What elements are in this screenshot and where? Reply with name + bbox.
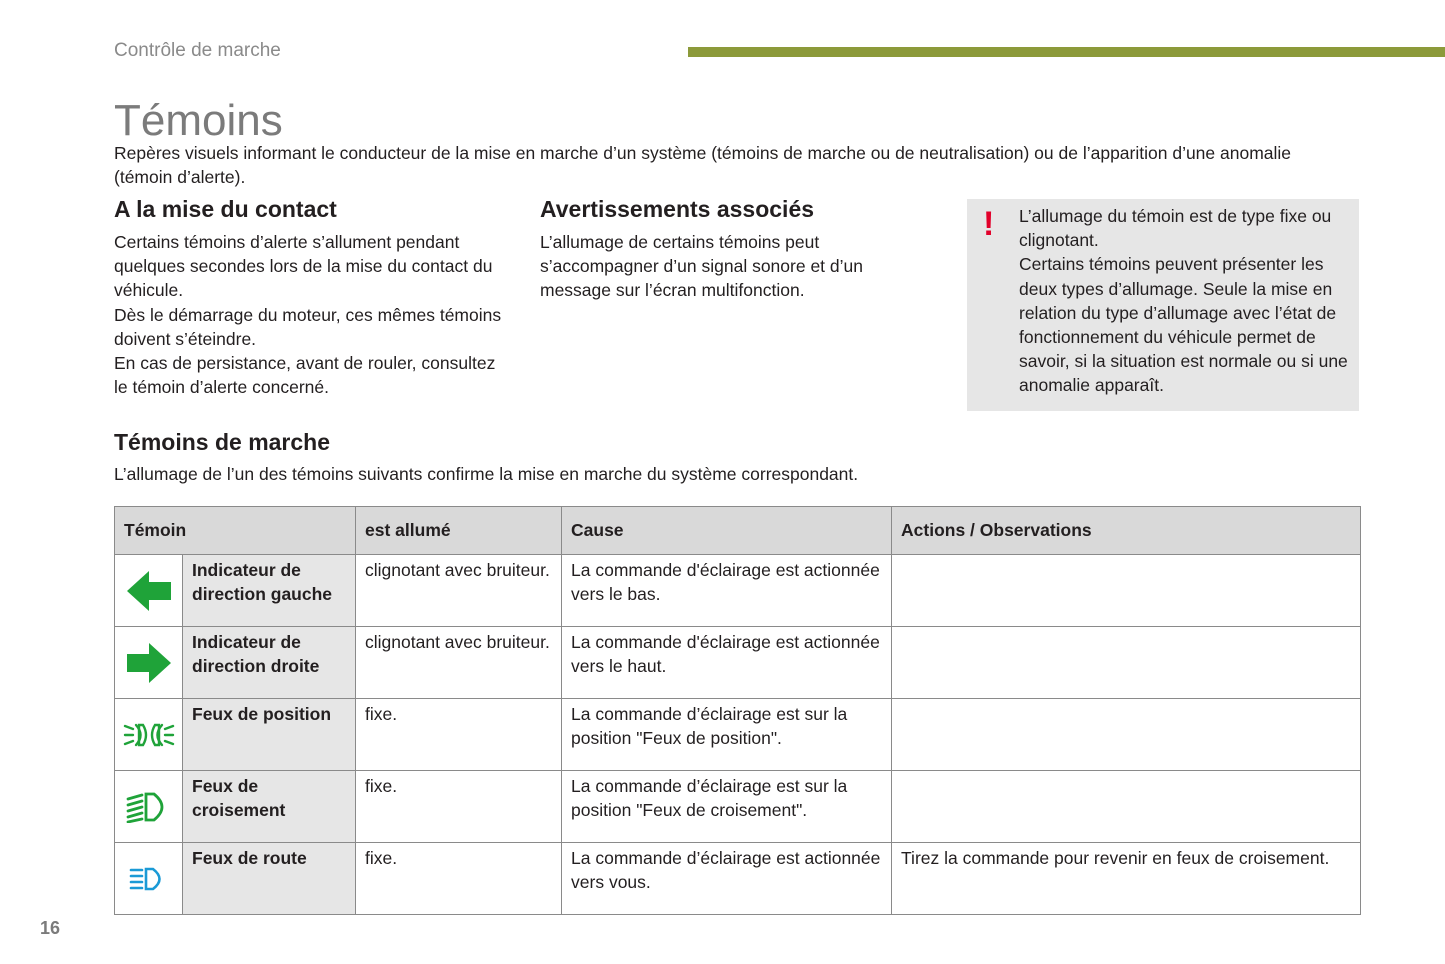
section-title: Témoins de marche [114,429,331,455]
section-intro: L’allumage de l’un des témoins suivants confirme la mise en marche du système correspondant. [114,464,859,484]
warnings-title: Avertissements associés [540,196,815,222]
table-row [115,699,1361,771]
main-beam-icon [128,866,170,892]
action-cell [892,555,1361,627]
action-cell [892,771,1361,843]
warnings-paragraph: L’allumage de certains témoins peut s’accompagner d’un signal sonore et d’un message sur l’écran multifonction. [540,232,863,301]
note-paragraph: Certains témoins peuvent présenter les deux types d’allumage. Seule la mise en relation du type d’allumage avec l’état de fonctionnement du véhicule permet de savoir, si la situation est normale ou si une anomalie apparaît. [1019,254,1348,396]
table-header-row [115,507,1361,555]
table-row [115,771,1361,843]
warning-name: Indicateur de direction droite [183,627,356,699]
page-title: Témoins [114,96,283,145]
warning-name: Feux de position [183,699,356,771]
action-cell: Tirez la commande pour revenir en feux de croisement. [892,843,1361,915]
cause-cell: La commande d’éclairage est sur la position "Feux de position". [562,699,892,771]
header-actions: Actions / Observations [892,507,1361,555]
table-row [115,843,1361,915]
cause-cell: La commande d’éclairage est sur la position "Feux de croisement". [562,771,892,843]
note-text [1019,204,1355,398]
action-cell [892,699,1361,771]
warnings-text [540,230,900,303]
icon-cell [115,843,183,915]
warning-lights-table [114,506,1361,915]
note-box [967,199,1359,411]
contact-text [114,230,504,399]
icon-cell [115,627,183,699]
intro-text: Repères visuels informant le conducteur de la mise en marche d’un système (témoins de marche ou de neutralisation) ou de l’apparition d’une anomalie (témoin d’alerte). [114,143,1292,187]
cause-cell: La commande d’éclairage est actionnée vers vous. [562,843,892,915]
warning-name: Indicateur de direction gauche [183,555,356,627]
header-cause: Cause [562,507,892,555]
state-cell: clignotant avec bruiteur. [356,627,562,699]
contact-paragraph: Dès le démarrage du moteur, ces mêmes témoins doivent s’éteindre. [114,304,502,349]
cause-cell: La commande d'éclairage est actionnée vers le bas. [562,555,892,627]
page-number: 16 [40,918,61,938]
state-cell: fixe. [356,843,562,915]
dipped-beam-icon [125,791,173,823]
warning-name: Feux de route [183,843,356,915]
contact-paragraph: Certains témoins d’alerte s’allument pendant quelques secondes lors de la mise du contact du véhicule. [114,232,493,301]
icon-cell [115,555,183,627]
state-cell: clignotant avec bruiteur. [356,555,562,627]
position-lights-icon [123,720,175,750]
icon-cell [115,699,183,771]
contact-title: A la mise du contact [114,196,337,222]
action-cell [892,627,1361,699]
state-cell: fixe. [356,699,562,771]
icon-cell [115,771,183,843]
alert-exclamation-icon: ! [983,205,995,243]
cause-cell: La commande d'éclairage est actionnée vers le haut. [562,627,892,699]
table-row [115,627,1361,699]
header-temoin: Témoin [115,507,356,555]
contact-paragraph: En cas de persistance, avant de rouler, consultez le témoin d’alerte concerné. [114,353,496,398]
header-section-label: Contrôle de marche [114,40,281,61]
header-bar [688,47,1445,57]
warning-name: Feux de croisement [183,771,356,843]
left-turn-arrow-icon [125,569,173,613]
right-turn-arrow-icon [125,641,173,685]
header-state: est allumé [356,507,562,555]
note-paragraph: L’allumage du témoin est de type fixe ou clignotant. [1019,206,1332,251]
table-row [115,555,1361,627]
state-cell: fixe. [356,771,562,843]
